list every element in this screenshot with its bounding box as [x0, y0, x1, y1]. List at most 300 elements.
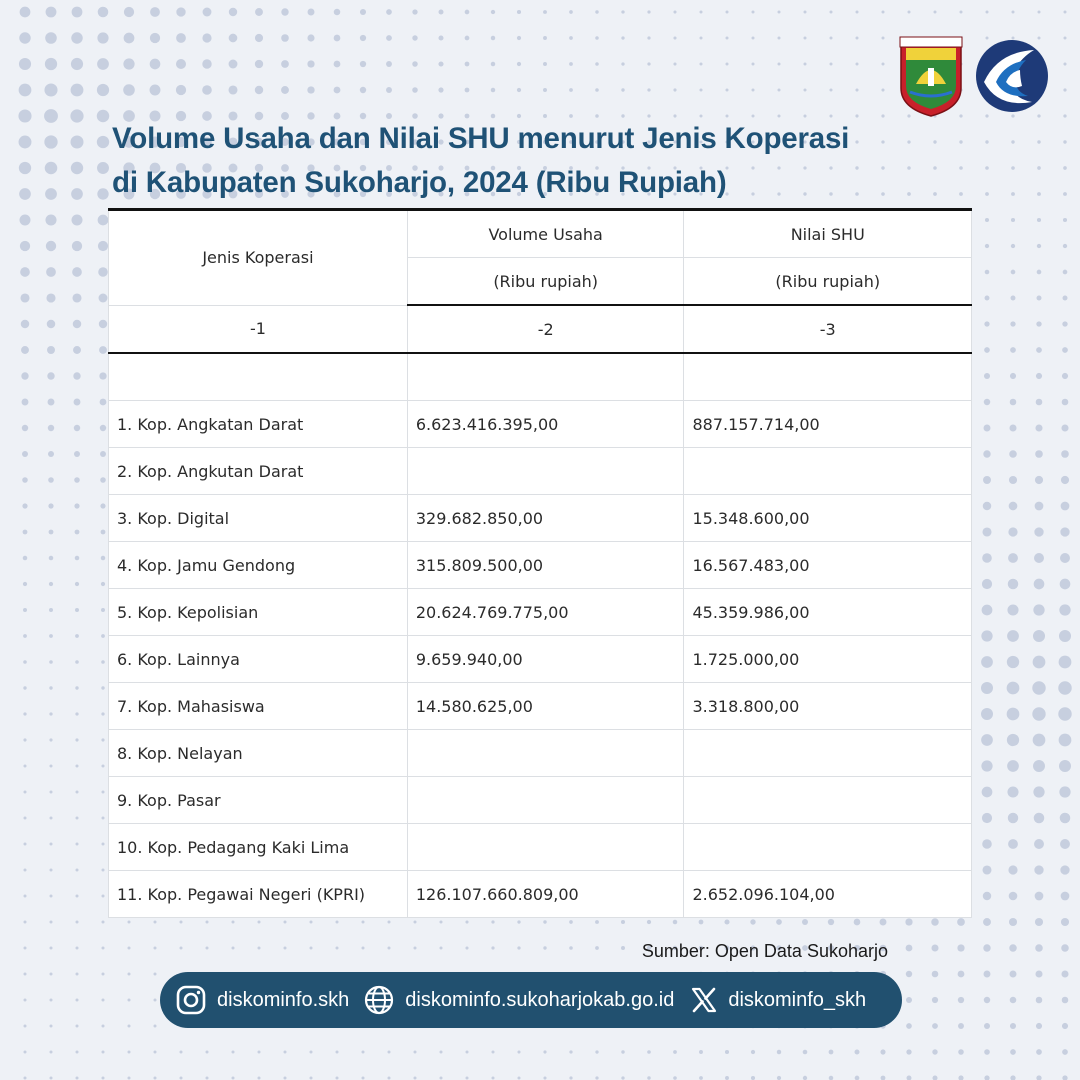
- background-dot: [176, 85, 186, 95]
- background-dot: [957, 918, 965, 926]
- background-dot: [517, 88, 521, 92]
- background-dot: [1060, 813, 1071, 824]
- background-dot: [24, 921, 27, 924]
- background-dot: [855, 1050, 860, 1055]
- background-dot: [1011, 244, 1015, 248]
- background-dot: [1061, 450, 1069, 458]
- background-dot: [1059, 786, 1070, 797]
- background-dot: [101, 634, 105, 638]
- background-dot: [46, 293, 55, 302]
- background-dot: [465, 10, 470, 15]
- background-dot: [206, 947, 209, 950]
- background-dot: [517, 920, 520, 923]
- background-dot: [1010, 1023, 1016, 1029]
- background-dot: [984, 425, 991, 432]
- background-dot: [75, 712, 78, 715]
- background-dot: [830, 37, 833, 40]
- background-dot: [24, 1077, 27, 1080]
- background-dot: [569, 920, 573, 924]
- background-dot: [1010, 399, 1017, 406]
- background-dot: [281, 8, 288, 15]
- background-dot: [50, 869, 53, 872]
- background-dot: [1063, 140, 1066, 143]
- background-dot: [543, 88, 547, 92]
- background-dot: [569, 10, 573, 14]
- background-dot: [44, 109, 58, 123]
- background-dot: [1007, 734, 1019, 746]
- background-dot: [100, 425, 106, 431]
- table-row: [109, 824, 972, 871]
- background-dot: [699, 36, 702, 39]
- background-dot: [284, 921, 287, 924]
- background-dot: [438, 87, 443, 92]
- background-dot: [569, 1076, 572, 1079]
- koperasi-name: 6. Kop. Lainnya: [109, 636, 408, 683]
- background-dot: [828, 919, 834, 925]
- background-dot: [1061, 918, 1069, 926]
- background-dot: [856, 37, 859, 40]
- background-dot: [99, 372, 106, 379]
- background-dot: [22, 425, 28, 431]
- background-dot: [23, 764, 26, 767]
- background-dot: [258, 1077, 261, 1080]
- background-dot: [75, 790, 78, 793]
- background-dot: [983, 892, 991, 900]
- footer-social-bar: [160, 972, 902, 1028]
- background-dot: [595, 10, 598, 13]
- background-dot: [985, 192, 989, 196]
- background-dot: [543, 10, 547, 14]
- background-dot: [128, 999, 131, 1002]
- background-dot: [1034, 813, 1045, 824]
- background-dot: [20, 293, 29, 302]
- background-dot: [932, 1075, 937, 1080]
- background-dot: [726, 11, 729, 14]
- background-dot: [491, 1076, 494, 1079]
- background-dot: [98, 215, 109, 226]
- table-row: [109, 448, 972, 495]
- background-dot: [1034, 839, 1044, 849]
- background-dot: [76, 869, 79, 872]
- background-dot: [1061, 502, 1070, 511]
- x-handle: diskominfo_skh: [728, 988, 867, 1011]
- nilai-shu-value: 45.359.986,00: [684, 589, 972, 636]
- background-dot: [854, 919, 861, 926]
- background-dot: [621, 10, 624, 13]
- background-dot: [465, 920, 468, 923]
- background-dot: [99, 346, 107, 354]
- background-dot: [229, 60, 238, 69]
- background-dot: [180, 1051, 183, 1054]
- background-dot: [777, 1076, 781, 1080]
- background-dot: [97, 162, 109, 174]
- background-dot: [101, 556, 106, 561]
- background-dot: [957, 944, 964, 951]
- background-dot: [1062, 1049, 1068, 1055]
- background-dot: [102, 895, 105, 898]
- background-dot: [983, 502, 992, 511]
- background-dot: [102, 1077, 105, 1080]
- background-dot: [517, 10, 521, 14]
- background-dot: [880, 1049, 885, 1054]
- background-dot: [414, 1077, 417, 1080]
- background-dot: [673, 1050, 677, 1054]
- background-dot: [1061, 970, 1068, 977]
- background-dot: [23, 634, 27, 638]
- footer-instagram[interactable]: [175, 984, 349, 1016]
- background-dot: [1033, 656, 1046, 669]
- background-dot: [49, 660, 53, 664]
- background-dot: [985, 244, 989, 248]
- background-dot: [1010, 997, 1017, 1004]
- background-dot: [75, 556, 80, 561]
- sukoharjo-emblem-icon: [898, 34, 964, 118]
- background-dot: [906, 1023, 912, 1029]
- background-dot: [362, 1051, 365, 1054]
- background-dot: [101, 764, 104, 767]
- background-dot: [595, 1076, 598, 1079]
- background-dot: [699, 10, 702, 13]
- background-dot: [981, 760, 992, 771]
- background-dot: [855, 88, 858, 91]
- header-volume-usaha: Volume Usaha: [407, 210, 684, 258]
- background-dot: [18, 109, 31, 122]
- background-dot: [982, 787, 993, 798]
- background-dot: [176, 59, 186, 69]
- background-dot: [1011, 270, 1016, 275]
- background-dot: [102, 1025, 105, 1028]
- background-dot: [102, 817, 105, 820]
- background-dot: [98, 267, 108, 277]
- background-dot: [1011, 296, 1016, 301]
- background-dot: [569, 88, 573, 92]
- background-dot: [777, 1050, 781, 1054]
- background-dot: [336, 1077, 339, 1080]
- background-dot: [76, 895, 79, 898]
- background-dot: [23, 686, 26, 689]
- background-dot: [984, 347, 990, 353]
- background-dot: [906, 997, 912, 1003]
- background-dot: [595, 62, 599, 66]
- background-dot: [982, 813, 992, 823]
- background-dot: [1009, 450, 1017, 458]
- background-dot: [46, 7, 57, 18]
- background-dot: [621, 1050, 624, 1053]
- background-dot: [725, 1076, 729, 1080]
- background-dot: [1063, 166, 1067, 170]
- column-number-row: [109, 305, 972, 353]
- background-dot: [72, 293, 81, 302]
- background-dot: [1007, 786, 1018, 797]
- background-dot: [1063, 88, 1066, 91]
- background-dot: [438, 61, 443, 66]
- background-dot: [388, 947, 391, 950]
- background-dot: [102, 947, 105, 950]
- background-dot: [150, 33, 160, 43]
- background-dot: [150, 59, 161, 70]
- background-dot: [465, 62, 470, 67]
- footer-x[interactable]: [690, 986, 866, 1014]
- background-dot: [752, 63, 755, 66]
- background-dot: [1033, 760, 1045, 772]
- background-dot: [983, 918, 991, 926]
- background-dot: [388, 1077, 391, 1080]
- table-row: [109, 353, 972, 401]
- background-dot: [20, 7, 31, 18]
- background-dot: [45, 214, 56, 225]
- background-dot: [1008, 579, 1018, 589]
- background-dot: [360, 9, 366, 15]
- column-number: -3: [684, 305, 972, 353]
- background-dot: [984, 1023, 990, 1029]
- background-dot: [1037, 270, 1042, 275]
- background-dot: [22, 399, 29, 406]
- background-dot: [1012, 11, 1015, 14]
- background-dot: [48, 503, 53, 508]
- background-dot: [985, 140, 988, 143]
- background-dot: [959, 140, 962, 143]
- background-dot: [76, 973, 79, 976]
- background-dot: [1032, 681, 1045, 694]
- background-dot: [934, 11, 937, 14]
- background-dot: [621, 946, 625, 950]
- background-dot: [906, 971, 912, 977]
- background-dot: [74, 477, 80, 483]
- background-dot: [465, 946, 468, 949]
- background-dot: [334, 35, 341, 42]
- background-dot: [232, 1051, 235, 1054]
- background-dot: [100, 503, 105, 508]
- background-dot: [958, 971, 965, 978]
- kominfo-logo-icon: [974, 38, 1050, 114]
- background-dot: [1033, 786, 1044, 797]
- background-dot: [752, 37, 755, 40]
- background-dot: [50, 947, 53, 950]
- background-dot: [73, 320, 82, 329]
- background-dot: [985, 296, 990, 301]
- background-dot: [49, 556, 54, 561]
- background-dot: [101, 660, 105, 664]
- background-dot: [23, 660, 27, 664]
- background-dot: [1062, 347, 1068, 353]
- background-dot: [23, 712, 26, 715]
- background-dot: [49, 790, 52, 793]
- background-dot: [778, 37, 781, 40]
- background-dot: [699, 62, 702, 65]
- background-dot: [386, 61, 392, 67]
- background-dot: [621, 920, 625, 924]
- background-dot: [1009, 476, 1017, 484]
- nilai-shu-value: 15.348.600,00: [684, 495, 972, 542]
- background-dot: [1062, 1075, 1067, 1080]
- background-dot: [310, 947, 313, 950]
- background-dot: [128, 1025, 131, 1028]
- background-dot: [985, 218, 989, 222]
- background-dot: [932, 997, 938, 1003]
- background-dot: [202, 33, 211, 42]
- background-dot: [1008, 839, 1018, 849]
- background-dot: [22, 477, 28, 483]
- background-dot: [959, 166, 963, 170]
- background-dot: [1008, 527, 1017, 536]
- background-dot: [150, 7, 160, 17]
- background-dot: [752, 89, 755, 92]
- background-dot: [45, 162, 58, 175]
- background-dot: [985, 166, 989, 170]
- background-dot: [49, 582, 53, 586]
- background-dot: [907, 1076, 912, 1080]
- background-dot: [232, 947, 235, 950]
- background-dot: [255, 86, 263, 94]
- background-dot: [1011, 166, 1015, 170]
- background-dot: [45, 58, 57, 70]
- koperasi-name: 2. Kop. Angkutan Darat: [109, 448, 408, 495]
- header-row: [109, 210, 972, 258]
- title-line-2: di Kabupaten Sukoharjo, 2024 (Ribu Rupiah): [112, 166, 727, 199]
- background-dot: [569, 946, 573, 950]
- background-dot: [931, 918, 939, 926]
- background-dot: [439, 920, 442, 923]
- background-dot: [21, 346, 29, 354]
- background-dot: [882, 11, 885, 14]
- background-dot: [20, 241, 30, 251]
- background-dot: [1059, 630, 1071, 642]
- background-dot: [699, 88, 702, 91]
- background-dot: [24, 973, 27, 976]
- globe-icon: [363, 984, 395, 1016]
- table-row: [109, 636, 972, 683]
- background-dot: [72, 267, 82, 277]
- background-dot: [1036, 321, 1041, 326]
- koperasi-name: [109, 353, 408, 401]
- background-dot: [908, 11, 911, 14]
- background-dot: [44, 83, 57, 96]
- background-dot: [101, 582, 105, 586]
- background-dot: [74, 425, 80, 431]
- volume-usaha-value: 315.809.500,00: [407, 542, 684, 589]
- x-logo-icon: [690, 986, 718, 1014]
- background-dot: [1007, 604, 1018, 615]
- background-dot: [829, 88, 832, 91]
- background-dot: [71, 162, 83, 174]
- background-dot: [1033, 630, 1045, 642]
- background-dot: [413, 920, 416, 923]
- background-dot: [1037, 296, 1042, 301]
- background-dot: [50, 1025, 53, 1028]
- footer-website[interactable]: [363, 984, 674, 1016]
- background-dot: [284, 947, 287, 950]
- background-dot: [48, 451, 54, 457]
- background-dot: [154, 947, 157, 950]
- background-dot: [1060, 579, 1071, 590]
- background-dot: [1061, 892, 1070, 901]
- background-dot: [47, 320, 56, 329]
- background-dot: [101, 530, 106, 535]
- background-dot: [414, 1051, 417, 1054]
- background-dot: [1062, 373, 1068, 379]
- background-dot: [23, 556, 28, 561]
- background-dot: [307, 60, 314, 67]
- volume-usaha-value: 6.623.416.395,00: [407, 401, 684, 448]
- background-dot: [491, 946, 494, 949]
- header-jenis-koperasi: Jenis Koperasi: [109, 210, 408, 306]
- background-dot: [881, 62, 884, 65]
- background-dot: [97, 84, 109, 96]
- background-dot: [985, 270, 990, 275]
- background-dot: [517, 36, 521, 40]
- background-dot: [960, 11, 963, 14]
- table-row: [109, 730, 972, 777]
- background-dot: [1010, 1075, 1015, 1080]
- background-dot: [725, 62, 728, 65]
- background-dot: [100, 399, 107, 406]
- background-dot: [50, 1051, 53, 1054]
- background-dot: [673, 1076, 677, 1080]
- background-dot: [982, 553, 992, 563]
- background-dot: [334, 87, 341, 94]
- background-dot: [360, 87, 366, 93]
- background-dot: [802, 919, 808, 925]
- background-dot: [23, 738, 26, 741]
- background-dot: [21, 320, 29, 328]
- background-dot: [24, 947, 27, 950]
- background-dot: [307, 86, 314, 93]
- page-title: [112, 117, 942, 205]
- background-dot: [128, 1077, 131, 1080]
- background-dot: [1059, 656, 1072, 669]
- background-dot: [1063, 244, 1067, 248]
- background-dot: [1036, 399, 1043, 406]
- background-dot: [255, 60, 263, 68]
- background-dot: [49, 686, 52, 689]
- nilai-shu-value: 887.157.714,00: [684, 401, 972, 448]
- background-dot: [982, 527, 991, 536]
- background-dot: [1037, 244, 1041, 248]
- background-dot: [24, 843, 27, 846]
- background-dot: [1033, 734, 1046, 747]
- koperasi-name: 1. Kop. Angkatan Darat: [109, 401, 408, 448]
- background-dot: [258, 947, 261, 950]
- background-dot: [804, 11, 807, 14]
- background-dot: [206, 1077, 209, 1080]
- background-dot: [1037, 166, 1041, 170]
- background-dot: [76, 817, 79, 820]
- background-dot: [76, 999, 79, 1002]
- background-dot: [439, 946, 442, 949]
- background-dot: [414, 947, 417, 950]
- background-dot: [829, 1050, 834, 1055]
- background-dot: [308, 9, 315, 16]
- background-dot: [102, 843, 105, 846]
- background-dot: [1035, 502, 1044, 511]
- background-dot: [97, 188, 108, 199]
- background-dot: [19, 136, 32, 149]
- background-dot: [24, 895, 27, 898]
- background-dot: [281, 86, 289, 94]
- background-dot: [1063, 296, 1068, 301]
- background-dot: [673, 88, 676, 91]
- background-dot: [491, 88, 496, 93]
- background-dot: [983, 476, 991, 484]
- background-dot: [284, 1077, 287, 1080]
- background-dot: [76, 843, 79, 846]
- background-dot: [1059, 760, 1071, 772]
- background-dot: [517, 62, 521, 66]
- background-dot: [777, 88, 780, 91]
- background-dot: [75, 530, 80, 535]
- background-dot: [50, 921, 53, 924]
- table-row: [109, 401, 972, 448]
